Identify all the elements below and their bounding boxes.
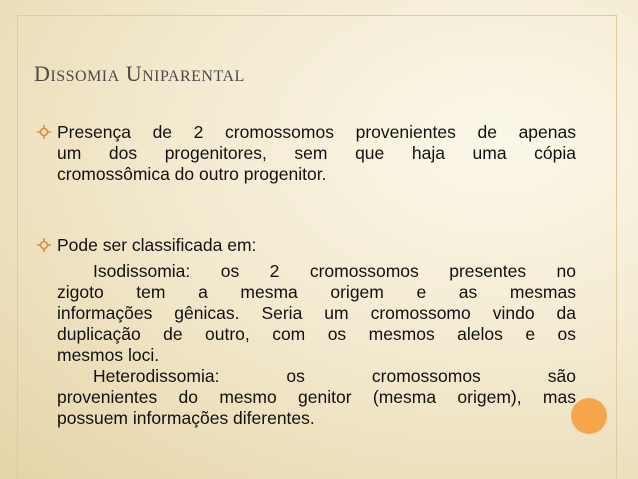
bullet-1-line-2: um dos progenitores, sem que haja uma cópia (57, 143, 576, 163)
bullet-2-text (57, 235, 576, 429)
bullet-2-lead: Pode ser classificada em: (57, 235, 257, 255)
isodissomia-line-1: Isodissomia: os 2 cromossomos presentes no (93, 261, 576, 281)
isodissomia-line-3: informações gênicas. Seria um cromossomo vindo da (57, 303, 576, 323)
title-initial-1: D (34, 61, 51, 86)
isodissomia-line-5: mesmos loci. (57, 345, 160, 365)
bullet-1-line-1: Presença de 2 cromossomos provenientes de apenas (57, 122, 576, 142)
heterodissomia-line-3: possuem informações diferentes. (57, 408, 315, 428)
title-initial-2: U (125, 61, 143, 86)
heterodissomia-line-2: provenientes do mesmo genitor (mesma origem), mas (57, 387, 576, 407)
decorative-circle (571, 398, 607, 434)
bullet-1-text (57, 122, 576, 185)
isodissomia-line-4: duplicação de outro, com os mesmos alelos e os (57, 324, 576, 344)
bullet-icon (36, 237, 52, 253)
heterodissomia-line-1: Heterodissomia: os cromossomos são (93, 366, 576, 386)
title-word-1-rest: ISSOMIA (50, 68, 120, 85)
bullet-icon (36, 124, 52, 140)
slide-title (34, 61, 245, 87)
bullet-1-line-3: cromossômica do outro progenitor. (57, 164, 327, 184)
title-word-2-rest: NIPARENTAL (142, 68, 245, 85)
isodissomia-line-2: zigoto tem a mesma origem e as mesmas (57, 282, 576, 302)
